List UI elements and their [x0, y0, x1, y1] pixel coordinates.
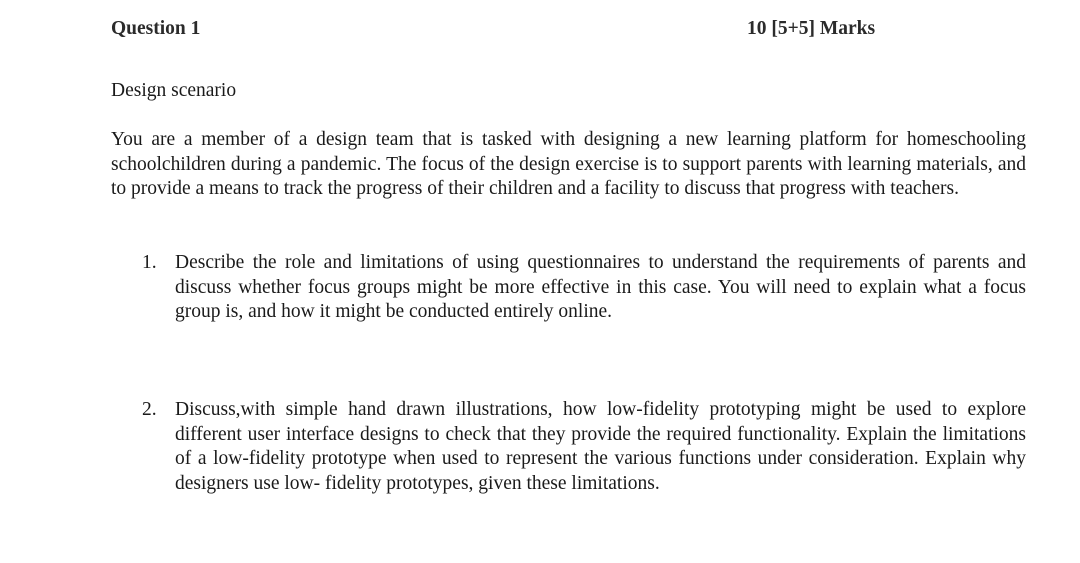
- question-header: [111, 18, 1026, 44]
- scenario-paragraph: You are a member of a design team that is tasked with designing a new learning platform for homeschooling schoolchildren during a pandemic. The focus of the design exercise is to support parents with learning materials, and to provide a means to track the progress of their children and a facility to discuss that progress with teachers.: [111, 129, 1026, 199]
- section-heading: Design scenario: [111, 80, 237, 101]
- list-item-number: 1.: [142, 252, 157, 273]
- list-item-number: 2.: [142, 399, 157, 420]
- question-marks: 10 [5+5] Marks: [747, 18, 876, 39]
- list-item-text: Discuss,with simple hand drawn illustrations, how low-fidelity prototyping might be used to explore different user interface designs to check that they provide the required functionality. Explain the limitations of a low-fidelity prototype when used to represent the various functions under consideration. Explain why designers use low- fidelity prototypes, given these limitations.: [175, 399, 1026, 494]
- question-title: Question 1: [111, 18, 201, 39]
- list-item-text: Describe the role and limitations of using questionnaires to understand the requirements of parents and discuss whether focus groups might be more effective in this case. You will need to explain what a focus group is, and how it might be conducted entirely online.: [175, 252, 1026, 322]
